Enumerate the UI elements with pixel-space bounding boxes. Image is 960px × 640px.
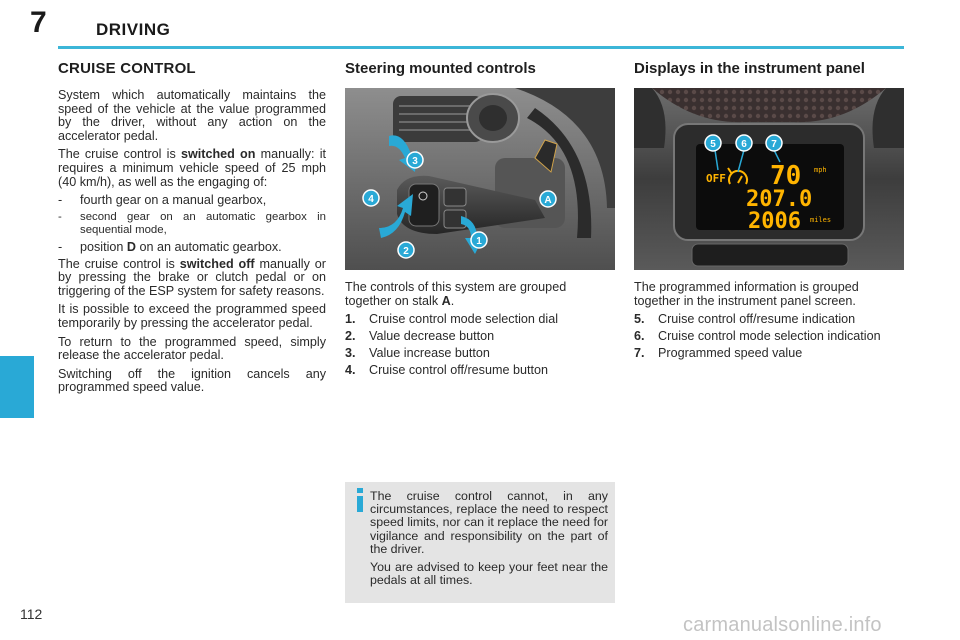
- cruise-control-body: [58, 89, 326, 395]
- section-heading-instrument-panel: Displays in the instrument panel: [634, 60, 865, 77]
- intro-paragraph: System which automatically maintains the speed of the vehicle at the value programmed by the driver, without any action on the accelerator pedal.: [58, 88, 326, 143]
- callout-a-label: A: [544, 195, 552, 206]
- chapter-side-tab: [0, 356, 34, 418]
- list-dash: -: [58, 210, 62, 223]
- lcd-trip-value: 207.0: [746, 187, 813, 212]
- section-heading-steering-controls: Steering mounted controls: [345, 60, 536, 77]
- list-item: [345, 363, 615, 377]
- info-paragraph: You are advised to keep your feet near the pedals at all times.: [370, 560, 608, 588]
- item-number: 7.: [634, 346, 645, 361]
- list-item: [58, 241, 326, 255]
- switched-on-paragraph: [58, 148, 326, 189]
- text-run: manually or by pressing the brake or clutch pedal or on triggering of the ESP system for safety reasons.: [58, 256, 326, 298]
- exceed-speed-paragraph: It is possible to exceed the programmed speed temporarily by pressing the accelerator pedal.: [58, 302, 326, 330]
- lcd-odometer-unit: miles: [810, 216, 832, 224]
- info-paragraph: The cruise control cannot, in any circumstances, replace the need to respect speed limits, nor can it replace the need for vigilance and responsibility on the part of the driver.: [370, 489, 608, 556]
- chapter-title: DRIVING: [96, 20, 171, 39]
- item-text: Value decrease button: [369, 329, 495, 344]
- header-rule: [58, 46, 904, 49]
- list-item: [634, 329, 904, 343]
- list-item: [58, 211, 326, 238]
- switched-off-paragraph: [58, 258, 326, 299]
- item-number: 3.: [345, 346, 356, 361]
- instrument-panel-illustration: [634, 88, 904, 270]
- item-number: 2.: [345, 329, 356, 344]
- steering-controls-column: [345, 60, 615, 380]
- steering-stalk-illustration: [345, 88, 615, 270]
- list-item: [345, 312, 615, 326]
- list-item: [58, 194, 326, 208]
- info-icon: [353, 488, 367, 512]
- callout-6-label: 6: [741, 139, 747, 150]
- info-note-text: [370, 490, 608, 592]
- list-item: [634, 346, 904, 360]
- list-dash: -: [58, 239, 63, 254]
- text-run: position: [80, 239, 127, 254]
- callout-2-label: 2: [403, 246, 409, 257]
- instrument-panel-figure: [634, 88, 904, 270]
- list-item-text: fourth gear on a manual gearbox,: [80, 193, 267, 208]
- instrument-panel-column: [634, 60, 904, 363]
- text-run: The controls of this system are grouped together on stalk: [345, 280, 567, 308]
- text-run: .: [450, 293, 455, 308]
- list-item-text: second gear on an automatic gearbox in sequential mode,: [80, 210, 326, 237]
- ignition-off-paragraph: Switching off the ignition cancels any programmed speed value.: [58, 366, 326, 395]
- list-item: [345, 329, 615, 343]
- page-number: 112: [20, 606, 43, 622]
- item-number: 5.: [634, 312, 645, 327]
- item-text: Cruise control mode selection indication: [658, 329, 881, 344]
- callout-4-label: 4: [368, 194, 374, 205]
- list-dash: -: [58, 193, 63, 208]
- lcd-off-indicator: OFF: [706, 172, 726, 185]
- text-run: on an automatic gearbox.: [136, 239, 282, 254]
- section-heading-cruise-control: CRUISE CONTROL: [58, 60, 196, 77]
- steering-controls-caption: [345, 281, 615, 308]
- callout-3-label: 3: [412, 156, 418, 167]
- gear-requirements-list: [58, 194, 326, 254]
- item-number: 4.: [345, 363, 356, 378]
- lcd-programmed-speed: 70: [770, 161, 802, 191]
- item-number: 6.: [634, 329, 645, 344]
- steering-stalk-figure: [345, 88, 615, 270]
- text-run: The cruise control is: [58, 147, 181, 162]
- callout-7-label: 7: [771, 139, 777, 150]
- text-run: The cruise control is: [58, 256, 180, 271]
- info-note-box: [345, 482, 615, 603]
- item-text: Cruise control mode selection dial: [369, 312, 558, 327]
- item-text: Value increase button: [369, 346, 490, 361]
- item-text: Programmed speed value: [658, 346, 803, 361]
- text-run: manually: it requires a minimum vehicle speed of 25 mph (40 km/h), as well as the engaging of:: [58, 147, 326, 189]
- steering-controls-list: [345, 312, 615, 377]
- item-text: Cruise control off/resume indication: [658, 312, 856, 327]
- instrument-panel-list: [634, 312, 904, 360]
- callout-1-label: 1: [476, 236, 482, 247]
- lcd-speed-unit: mph: [814, 166, 827, 174]
- item-text: Cruise control off/resume button: [369, 363, 548, 378]
- return-speed-paragraph: To return to the programmed speed, simply release the accelerator pedal.: [58, 334, 326, 363]
- list-item: [345, 346, 615, 360]
- lcd-odometer-value: 2006: [748, 209, 801, 234]
- bold-run: switched off: [179, 256, 255, 271]
- list-item: [634, 312, 904, 326]
- cruise-control-column: [58, 60, 326, 400]
- callout-5-label: 5: [710, 139, 716, 150]
- chapter-number: 7: [30, 6, 47, 39]
- item-number: 1.: [345, 312, 356, 327]
- bold-run: D: [126, 239, 137, 254]
- instrument-panel-caption: The programmed information is grouped together in the instrument panel screen.: [634, 280, 859, 308]
- bold-run: switched on: [180, 147, 256, 162]
- bold-run: A: [441, 293, 451, 308]
- site-watermark: carmanualsonline.info: [683, 614, 882, 636]
